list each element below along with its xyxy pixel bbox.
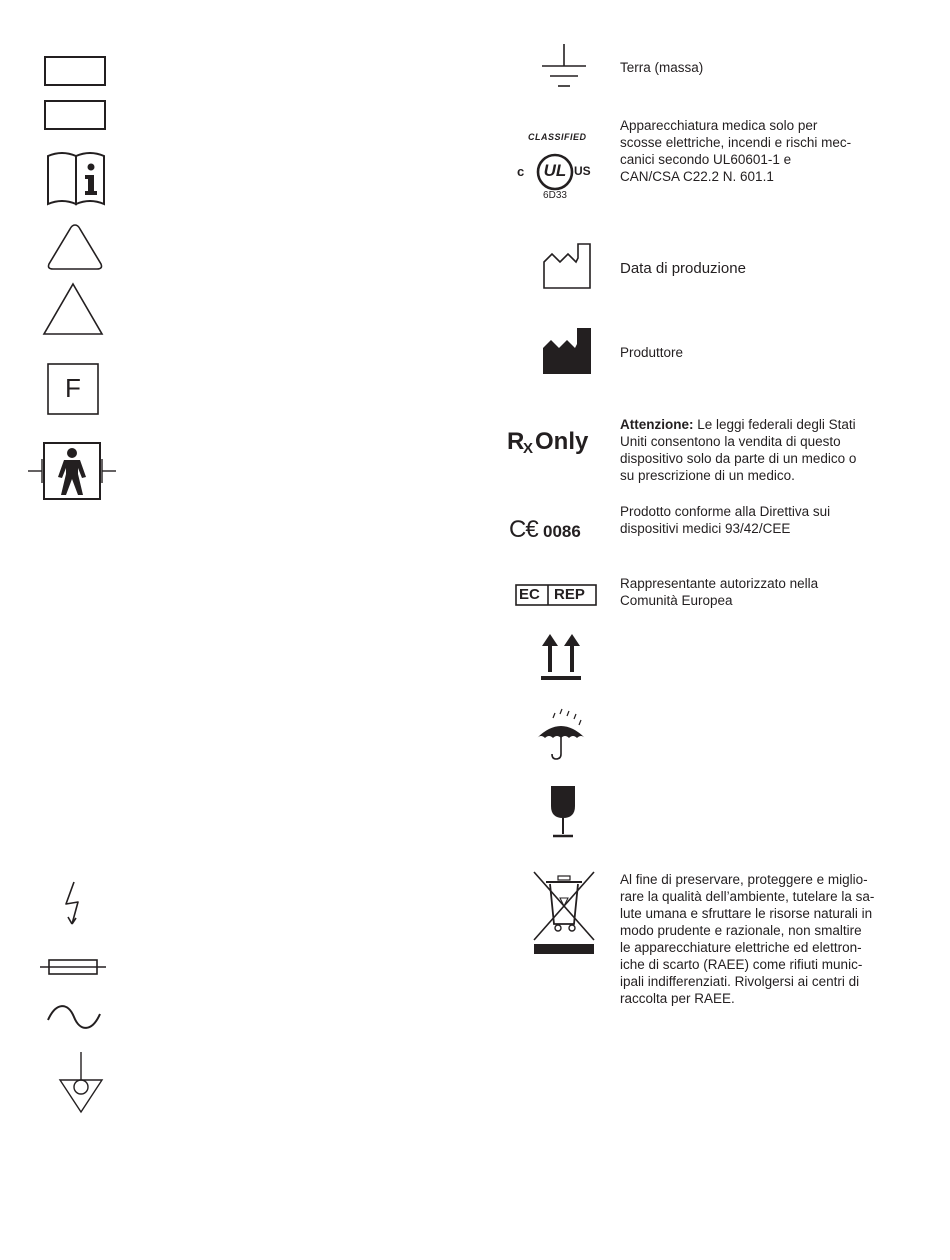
ul-classified-label: CLASSIFIED — [528, 132, 587, 142]
weee-line: lute umana e sfruttare le risorse naturali in — [620, 906, 873, 921]
manufacturer-text: Produttore — [620, 345, 684, 360]
triangle-rounded-icon — [46, 222, 104, 272]
rx-line: Uniti consentono la vendita di questo — [620, 434, 841, 449]
weee-line: modo prudente e razionale, non smaltire — [620, 923, 862, 938]
rx-r-label: R — [507, 428, 525, 455]
ce-line: dispositivi medici 93/42/CEE — [620, 521, 791, 536]
ul-line: Apparecchiatura medica solo per — [620, 118, 818, 133]
ce-line: Prodotto conforme alla Direttiva sui — [620, 504, 831, 519]
rx-only-label: Only — [535, 428, 589, 455]
blank-rectangle-icon-1 — [44, 56, 106, 86]
ecrep-description — [620, 575, 818, 609]
fragile-icon — [549, 784, 577, 840]
ecrep-line: Rappresentante autorizzato nella — [620, 576, 819, 591]
dangerous-voltage-icon — [62, 880, 92, 930]
rx-attention-label: Attenzione: — [620, 417, 694, 432]
equipotential-icon — [58, 1052, 104, 1114]
type-f-applied-part-icon — [47, 363, 99, 415]
blank-rectangle-icon-2 — [44, 100, 106, 130]
ground-icon — [541, 44, 587, 88]
ground-text: Terra (massa) — [620, 60, 704, 75]
weee-line: Al fine di preservare, proteggere e miglio- — [620, 872, 868, 887]
rx-only-mark — [507, 426, 597, 462]
rx-line: su prescrizione di un medico. — [620, 468, 795, 483]
ul-line: scosse elettriche, incendi e rischi mec- — [620, 135, 852, 150]
ec-rep-mark — [515, 584, 597, 606]
manufacturer-icon — [543, 328, 591, 374]
ul-logo-label: UL — [543, 161, 567, 180]
ul-description — [620, 117, 851, 185]
rx-x-label: X — [523, 440, 534, 457]
ecrep-line: Comunità Europea — [620, 593, 733, 608]
ce-description — [620, 503, 830, 537]
ul-classified-mark — [514, 130, 596, 206]
rx-first-line — [620, 416, 856, 433]
triangle-icon — [42, 282, 104, 336]
ul-line: canici secondo UL60601-1 e — [620, 152, 792, 167]
rx-line: dispositivo solo da parte di un medico o — [620, 451, 857, 466]
weee-line: raccolta per RAEE. — [620, 991, 735, 1006]
ce-number-label: 0086 — [543, 522, 581, 541]
weee-line: le apparecchiature elettriche ed elettron- — [620, 940, 862, 955]
keep-dry-icon — [534, 708, 588, 762]
type-bf-applied-part-icon — [28, 441, 116, 501]
weee-description — [620, 871, 874, 1007]
weee-line: iche di scarto (RAEE) come rifiuti munic- — [620, 957, 863, 972]
ce-logo-label: C€ — [509, 516, 538, 543]
ul-us-label: US — [574, 164, 591, 178]
production-date-text: Data di produzione — [620, 260, 746, 277]
ul-line: CAN/CSA C22.2 N. 601.1 — [620, 169, 774, 184]
rx-first-line-rest: Le leggi federali degli Stati — [693, 417, 856, 432]
ec-label: EC — [519, 586, 540, 603]
alternating-current-icon — [46, 1004, 102, 1030]
ul-code-label: 6D33 — [543, 190, 567, 201]
weee-crossed-bin-icon — [532, 870, 596, 956]
consult-instructions-icon — [46, 150, 108, 206]
weee-line: rare la qualità dell’ambiente, tutelare la sa- — [620, 889, 875, 904]
rx-description — [620, 416, 856, 484]
fuse-icon — [40, 957, 106, 977]
date-of-manufacture-icon — [542, 242, 592, 290]
weee-line: ipali indifferenziati. Rivolgersi ai centri di — [620, 974, 860, 989]
fuse-label: F — [65, 373, 81, 403]
this-way-up-icon — [541, 632, 581, 682]
ul-c-label: c — [517, 164, 525, 179]
rep-label: REP — [554, 586, 585, 603]
ce-mark — [509, 516, 599, 544]
